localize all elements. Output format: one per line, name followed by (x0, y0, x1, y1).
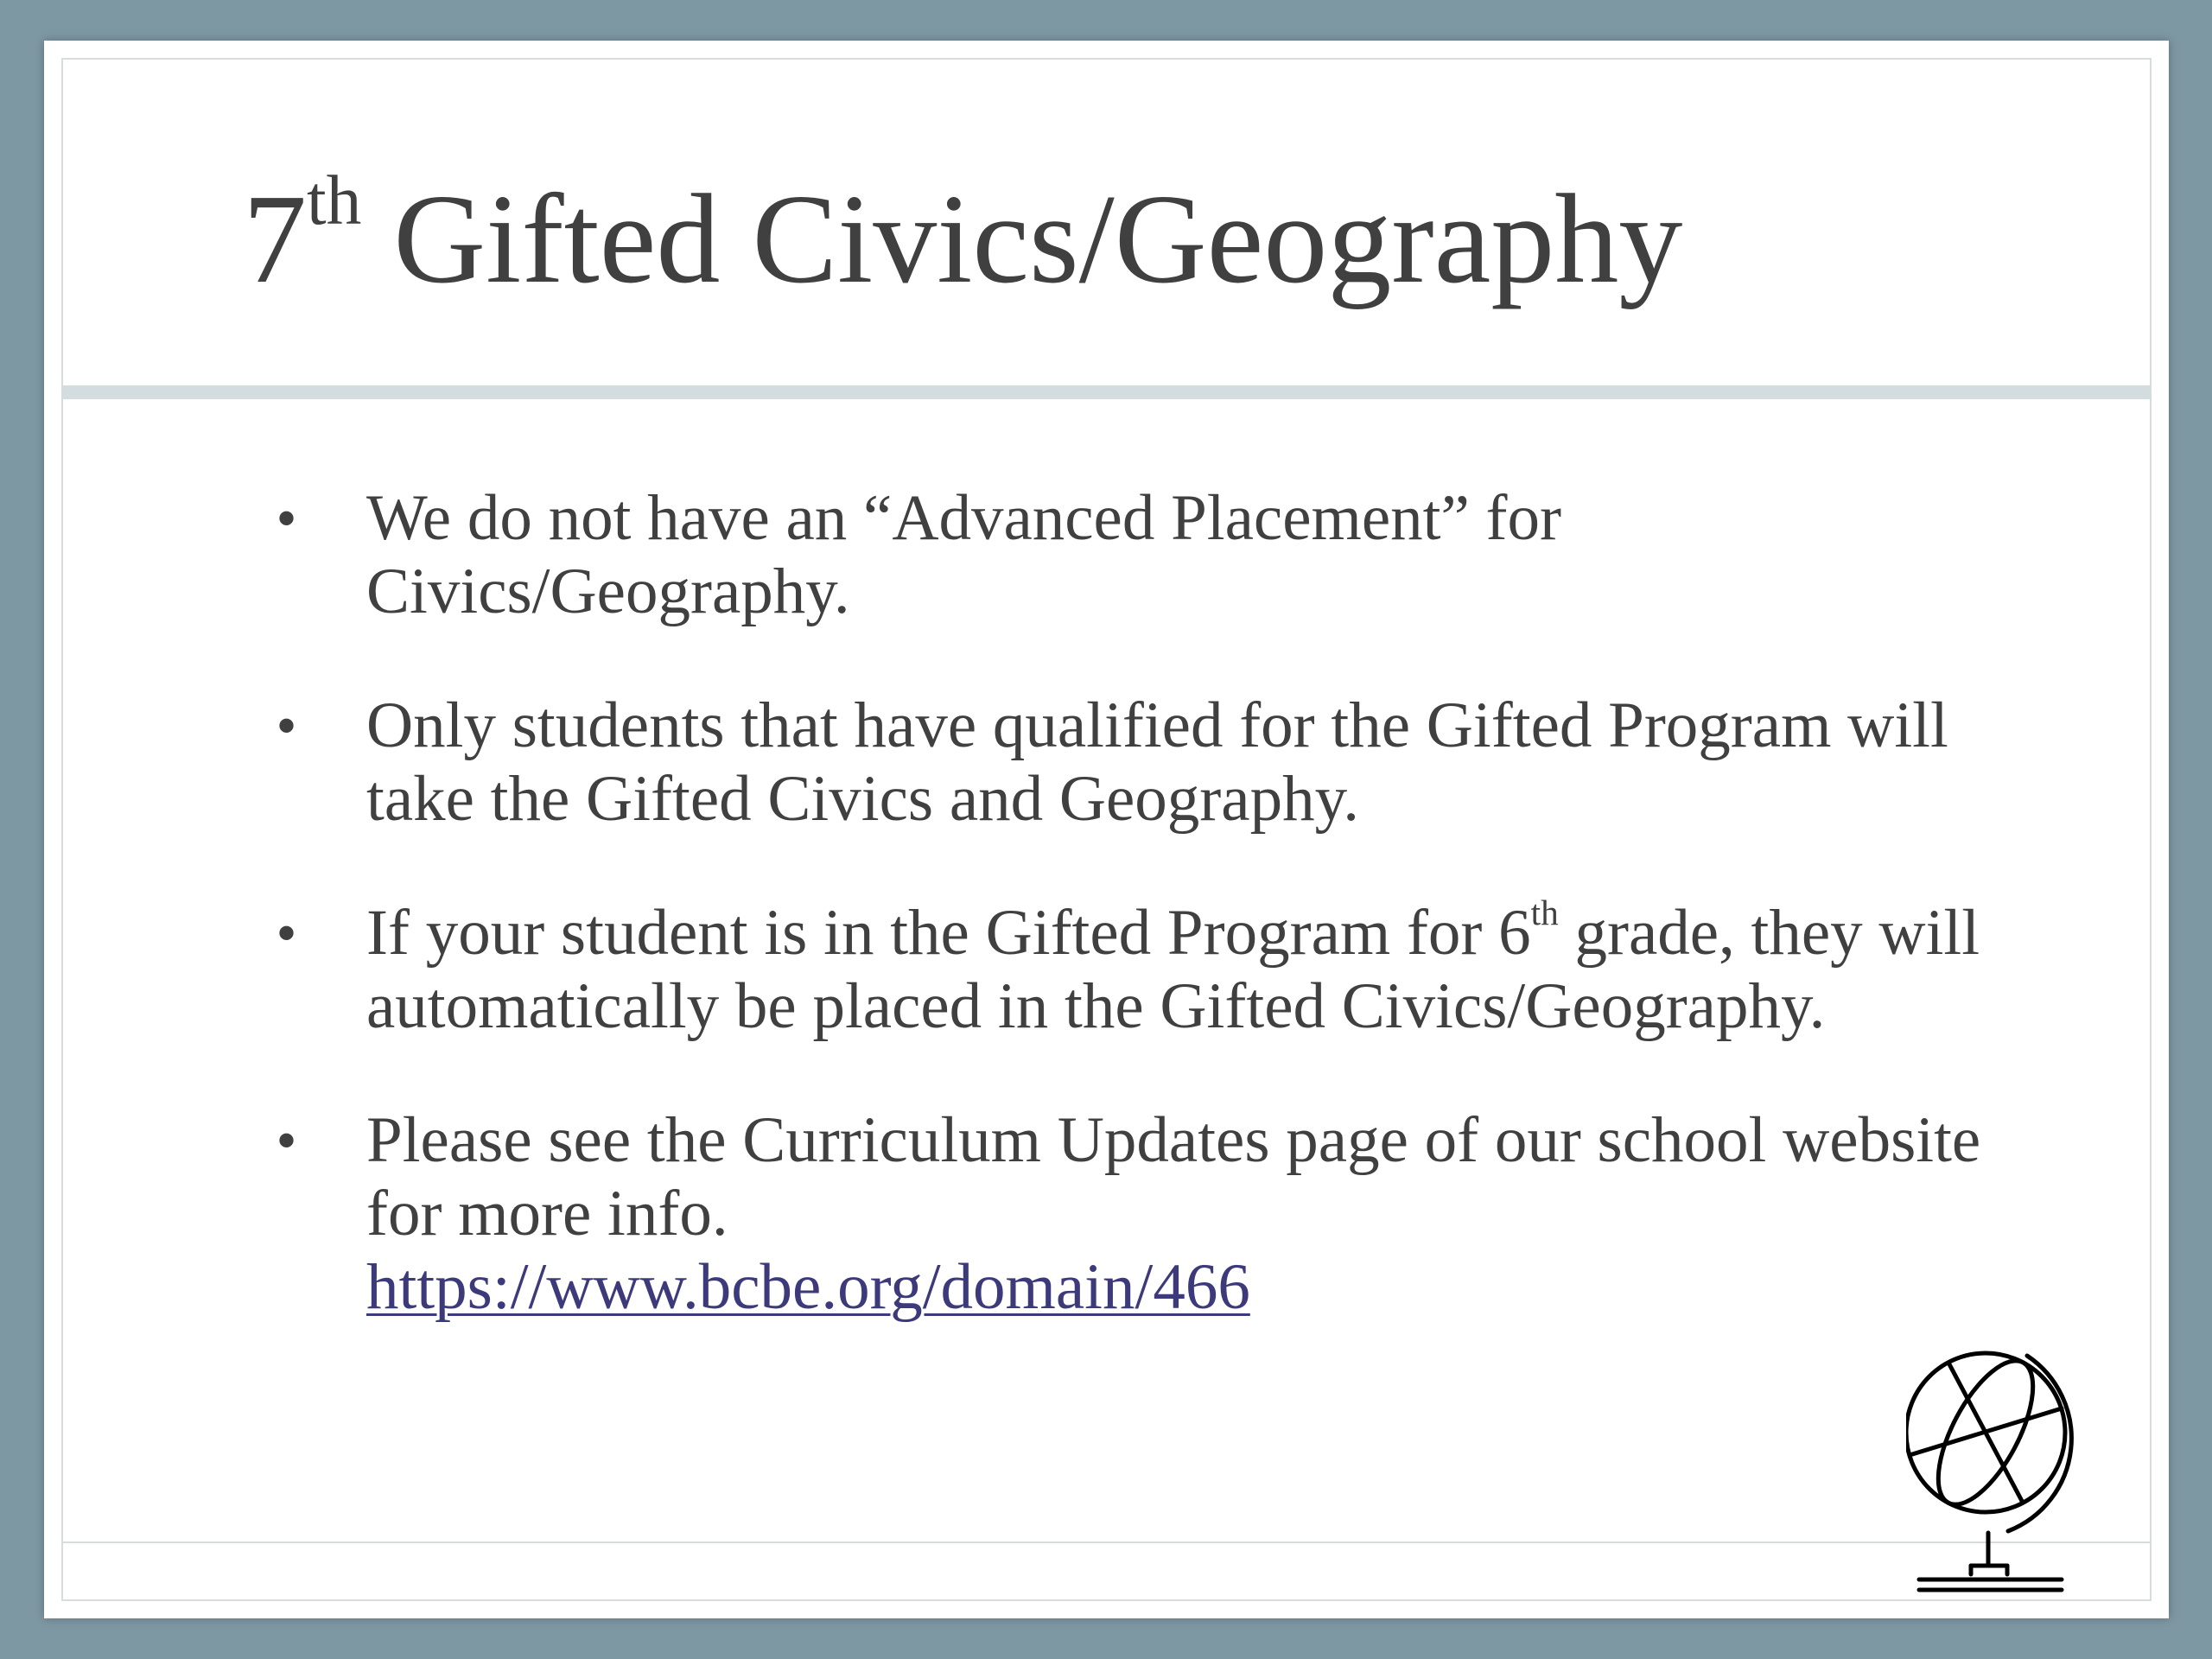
bullet-mark: • (277, 904, 296, 962)
globe-icon (1906, 1348, 2079, 1599)
bullet-text-start: If your student is in the Gifted Program for 6 (366, 897, 1531, 969)
footer-divider (61, 1541, 2152, 1543)
bullet-text: Please see the Curriculum Updates page of our school website for more info. (366, 1104, 1981, 1249)
title-text: Gifted Civics/Geography (361, 168, 1683, 310)
bullet-mark: • (277, 696, 296, 754)
bullet-item-more-info (243, 1103, 2023, 1324)
bullet-item-advanced-placement (243, 481, 2023, 628)
bullet-text: We do not have an “Advanced Placement” for Civics/Geography. (366, 482, 1561, 627)
bullet-text-end: grade, they will automatically be placed in the Gifted Civics/Geography. (366, 897, 1980, 1042)
bullet-mark: • (277, 1111, 296, 1169)
title-divider (61, 385, 2152, 399)
bullet-item-automatic-placement (243, 892, 2023, 1043)
bullet-list (243, 481, 2023, 1324)
title-superscript: th (307, 161, 362, 240)
slide (44, 41, 2169, 1618)
grade-superscript: th (1530, 892, 1559, 932)
bullet-mark: • (277, 489, 296, 547)
bullet-text: Only students that have qualified for the Gifted Program will take the Gifted Civics and Geography. (366, 690, 1948, 835)
title-number: 7 (243, 168, 307, 310)
curriculum-updates-link[interactable]: https://www.bcbe.org/domain/466 (366, 1251, 1250, 1323)
bullet-text (366, 892, 1980, 1042)
bullet-item-qualified-students (243, 689, 2023, 836)
slide-title (243, 162, 1682, 317)
